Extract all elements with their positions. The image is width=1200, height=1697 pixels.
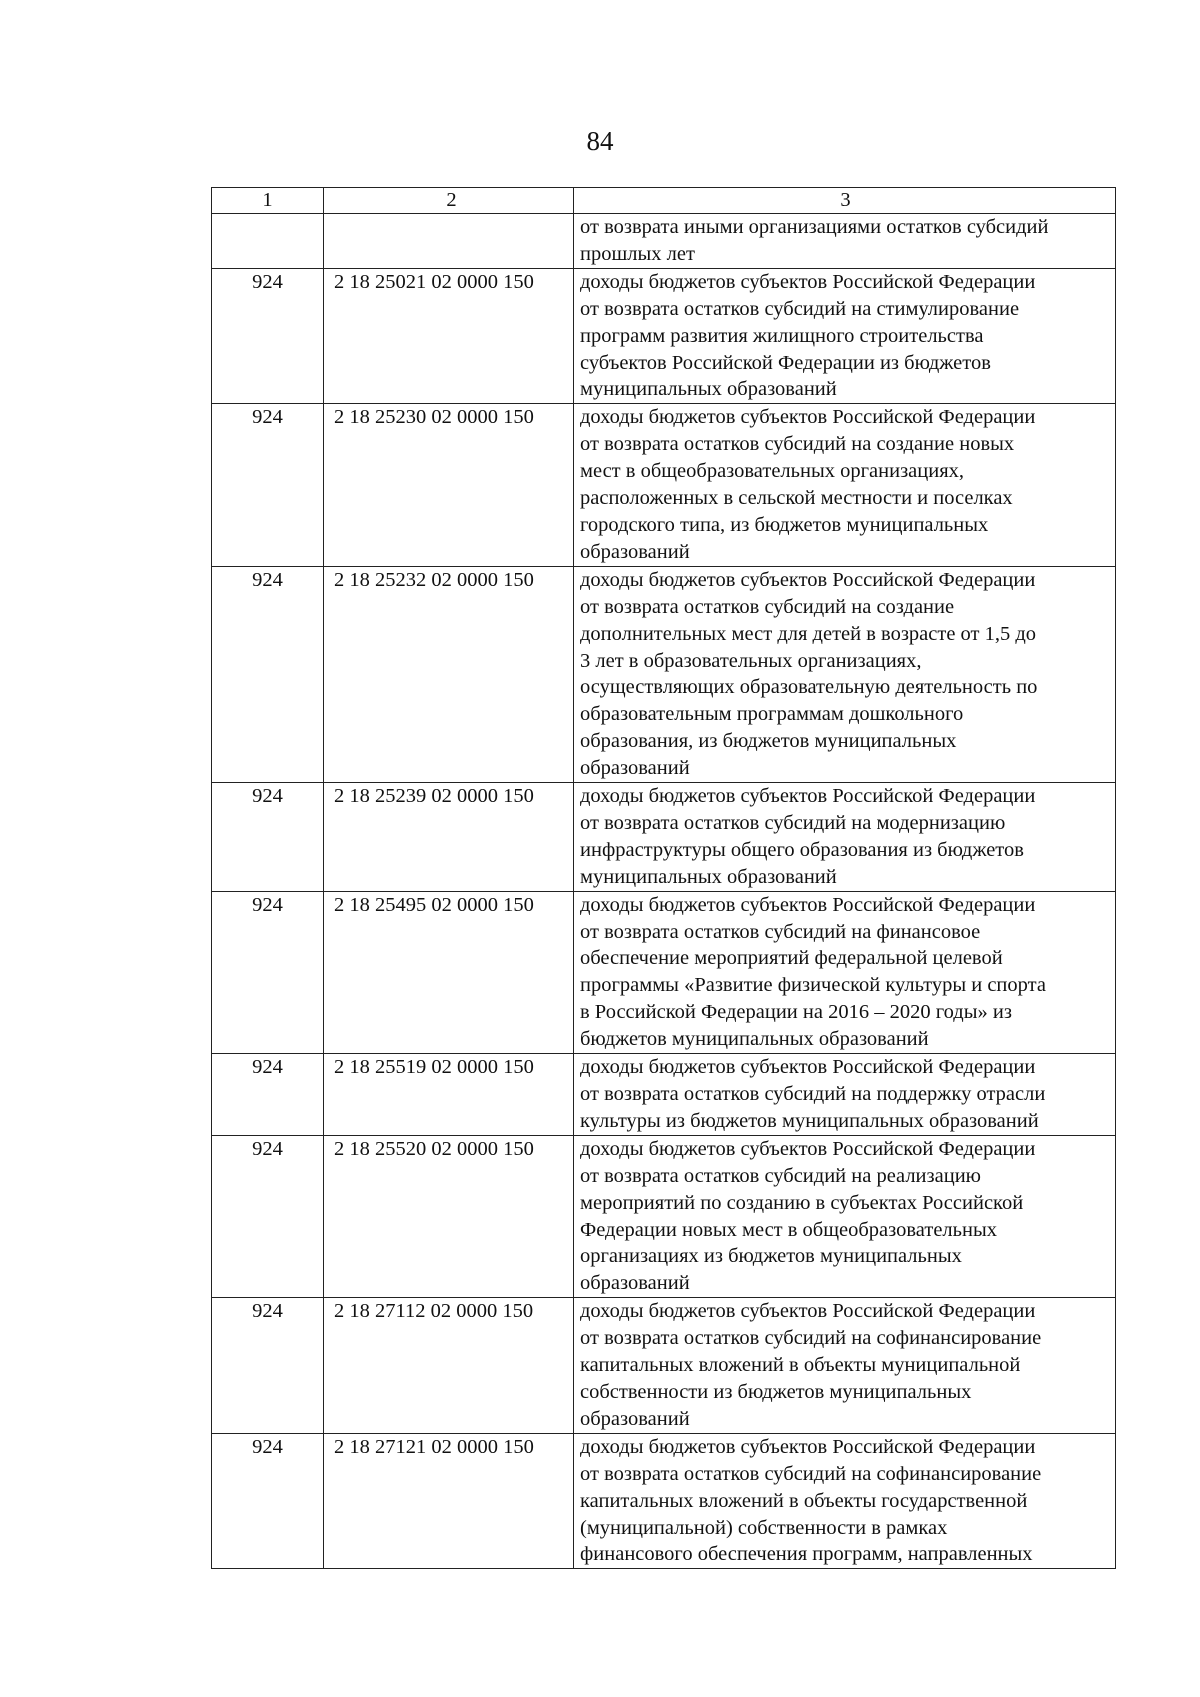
description-line: осуществляющих образовательную деятельность по xyxy=(580,676,1038,699)
budget-code-cell: 2 18 25239 02 0000 150 xyxy=(324,783,574,892)
description-cell xyxy=(574,1433,1116,1569)
description-cell xyxy=(574,268,1116,404)
description-line: образований xyxy=(580,1407,690,1430)
description-cell xyxy=(574,891,1116,1053)
description-line: прошлых лет xyxy=(580,242,695,265)
admin-code-cell xyxy=(212,214,324,269)
description-line: доходы бюджетов субъектов Российской Федерации xyxy=(580,1056,1036,1079)
description-line: доходы бюджетов субъектов Российской Федерации xyxy=(580,1137,1036,1160)
description-line: образований xyxy=(580,1272,690,1295)
description-cell xyxy=(574,214,1116,269)
table-row xyxy=(212,214,1116,269)
description-line: от возврата остатков субсидий на поддержку отрасли xyxy=(580,1083,1046,1105)
admin-code-cell: 924 xyxy=(212,268,324,404)
description-line: обеспечение мероприятий федеральной целевой xyxy=(580,947,1003,970)
admin-code-cell: 924 xyxy=(212,404,324,566)
description-line: финансового обеспечения программ, направленных xyxy=(580,1543,1033,1566)
description-line: программы «Развитие физической культуры и спорта xyxy=(580,974,1046,997)
description-line: муниципальных образований xyxy=(580,865,837,888)
page-number: 84 xyxy=(586,126,614,156)
description-cell xyxy=(574,783,1116,892)
column-header-1: 1 xyxy=(212,188,324,214)
table-header-row xyxy=(212,188,1116,214)
table-row xyxy=(212,891,1116,1053)
description-line: образований xyxy=(580,540,690,563)
income-codes-table xyxy=(211,187,1116,1569)
budget-code-cell: 2 18 27112 02 0000 150 xyxy=(324,1298,574,1434)
budget-code-cell: 2 18 25230 02 0000 150 xyxy=(324,404,574,566)
budget-code-cell: 2 18 25021 02 0000 150 xyxy=(324,268,574,404)
description-line: доходы бюджетов субъектов Российской Федерации xyxy=(580,406,1036,429)
description-line: доходы бюджетов субъектов Российской Федерации xyxy=(580,568,1036,591)
column-header-2: 2 xyxy=(324,188,574,214)
description-line: от возврата остатков субсидий на софинансирование xyxy=(580,1462,1042,1485)
table-row xyxy=(212,1298,1116,1434)
description-line: образовательным программам дошкольного xyxy=(580,703,964,726)
description-cell xyxy=(574,404,1116,566)
description-line: Федерации новых мест в общеобразовательных xyxy=(580,1218,997,1241)
admin-code-cell: 924 xyxy=(212,783,324,892)
description-line: от возврата остатков субсидий на реализацию xyxy=(580,1164,981,1187)
admin-code-cell: 924 xyxy=(212,566,324,782)
description-line: доходы бюджетов субъектов Российской Федерации xyxy=(580,270,1036,293)
table-row xyxy=(212,404,1116,566)
table-row xyxy=(212,1135,1116,1297)
budget-code-cell: 2 18 25232 02 0000 150 xyxy=(324,566,574,782)
admin-code-cell: 924 xyxy=(212,891,324,1053)
description-line: организациях из бюджетов муниципальных xyxy=(580,1245,962,1268)
description-line: капитальных вложений в объекты государственной xyxy=(580,1489,1028,1512)
budget-code-cell: 2 18 25520 02 0000 150 xyxy=(324,1135,574,1297)
budget-code-cell: 2 18 25495 02 0000 150 xyxy=(324,891,574,1053)
description-line: образования, из бюджетов муниципальных xyxy=(580,730,957,753)
description-line: расположенных в сельской местности и поселках xyxy=(580,487,1013,510)
description-line: программ развития жилищного строительства xyxy=(580,324,984,347)
description-line: доходы бюджетов субъектов Российской Федерации xyxy=(580,785,1036,808)
admin-code-cell: 924 xyxy=(212,1054,324,1136)
description-line: от возврата иными организациями остатков субсидий xyxy=(580,216,1049,238)
description-line: 3 лет в образовательных организациях, xyxy=(580,649,922,672)
description-line: инфраструктуры общего образования из бюджетов xyxy=(580,838,1024,861)
description-line: мест в общеобразовательных организациях, xyxy=(580,460,965,483)
description-line: мероприятий по созданию в субъектах Российской xyxy=(580,1191,1024,1214)
description-line: от возврата остатков субсидий на софинансирование xyxy=(580,1327,1042,1350)
description-line: собственности из бюджетов муниципальных xyxy=(580,1380,972,1403)
admin-code-cell: 924 xyxy=(212,1433,324,1569)
admin-code-cell: 924 xyxy=(212,1135,324,1297)
budget-code-cell: 2 18 25519 02 0000 150 xyxy=(324,1054,574,1136)
description-line: культуры из бюджетов муниципальных образований xyxy=(580,1109,1039,1132)
description-line: капитальных вложений в объекты муниципальной xyxy=(580,1354,1021,1377)
table-row xyxy=(212,1433,1116,1569)
description-line: субъектов Российской Федерации из бюджетов xyxy=(580,351,991,374)
table-row xyxy=(212,783,1116,892)
description-line: от возврата остатков субсидий на стимулирование xyxy=(580,297,1020,320)
table-row xyxy=(212,1054,1116,1136)
description-line: бюджетов муниципальных образований xyxy=(580,1028,929,1051)
description-line: от возврата остатков субсидий на модернизацию xyxy=(580,811,1006,834)
admin-code-cell: 924 xyxy=(212,1298,324,1434)
description-line: городского типа, из бюджетов муниципальных xyxy=(580,513,989,536)
description-line: образований xyxy=(580,757,690,780)
table-row xyxy=(212,566,1116,782)
description-line: дополнительных мест для детей в возрасте от 1,5 до xyxy=(580,622,1037,645)
description-line: доходы бюджетов субъектов Российской Федерации xyxy=(580,1435,1036,1458)
description-line: от возврата остатков субсидий на создание xyxy=(580,595,955,618)
description-cell xyxy=(574,1298,1116,1434)
description-line: доходы бюджетов субъектов Российской Федерации xyxy=(580,1300,1036,1323)
description-line: от возврата остатков субсидий на финансовое xyxy=(580,920,981,943)
table-row xyxy=(212,268,1116,404)
description-cell xyxy=(574,1135,1116,1297)
budget-code-cell xyxy=(324,214,574,269)
budget-code-cell: 2 18 27121 02 0000 150 xyxy=(324,1433,574,1569)
description-line: (муниципальной) собственности в рамках xyxy=(580,1516,948,1539)
description-line: в Российской Федерации на 2016 – 2020 годы» из xyxy=(580,1001,1012,1024)
description-cell xyxy=(574,566,1116,782)
description-line: от возврата остатков субсидий на создание новых xyxy=(580,433,1015,456)
description-line: доходы бюджетов субъектов Российской Федерации xyxy=(580,893,1036,916)
description-cell xyxy=(574,1054,1116,1136)
column-header-3: 3 xyxy=(574,188,1116,214)
description-line: муниципальных образований xyxy=(580,378,837,401)
